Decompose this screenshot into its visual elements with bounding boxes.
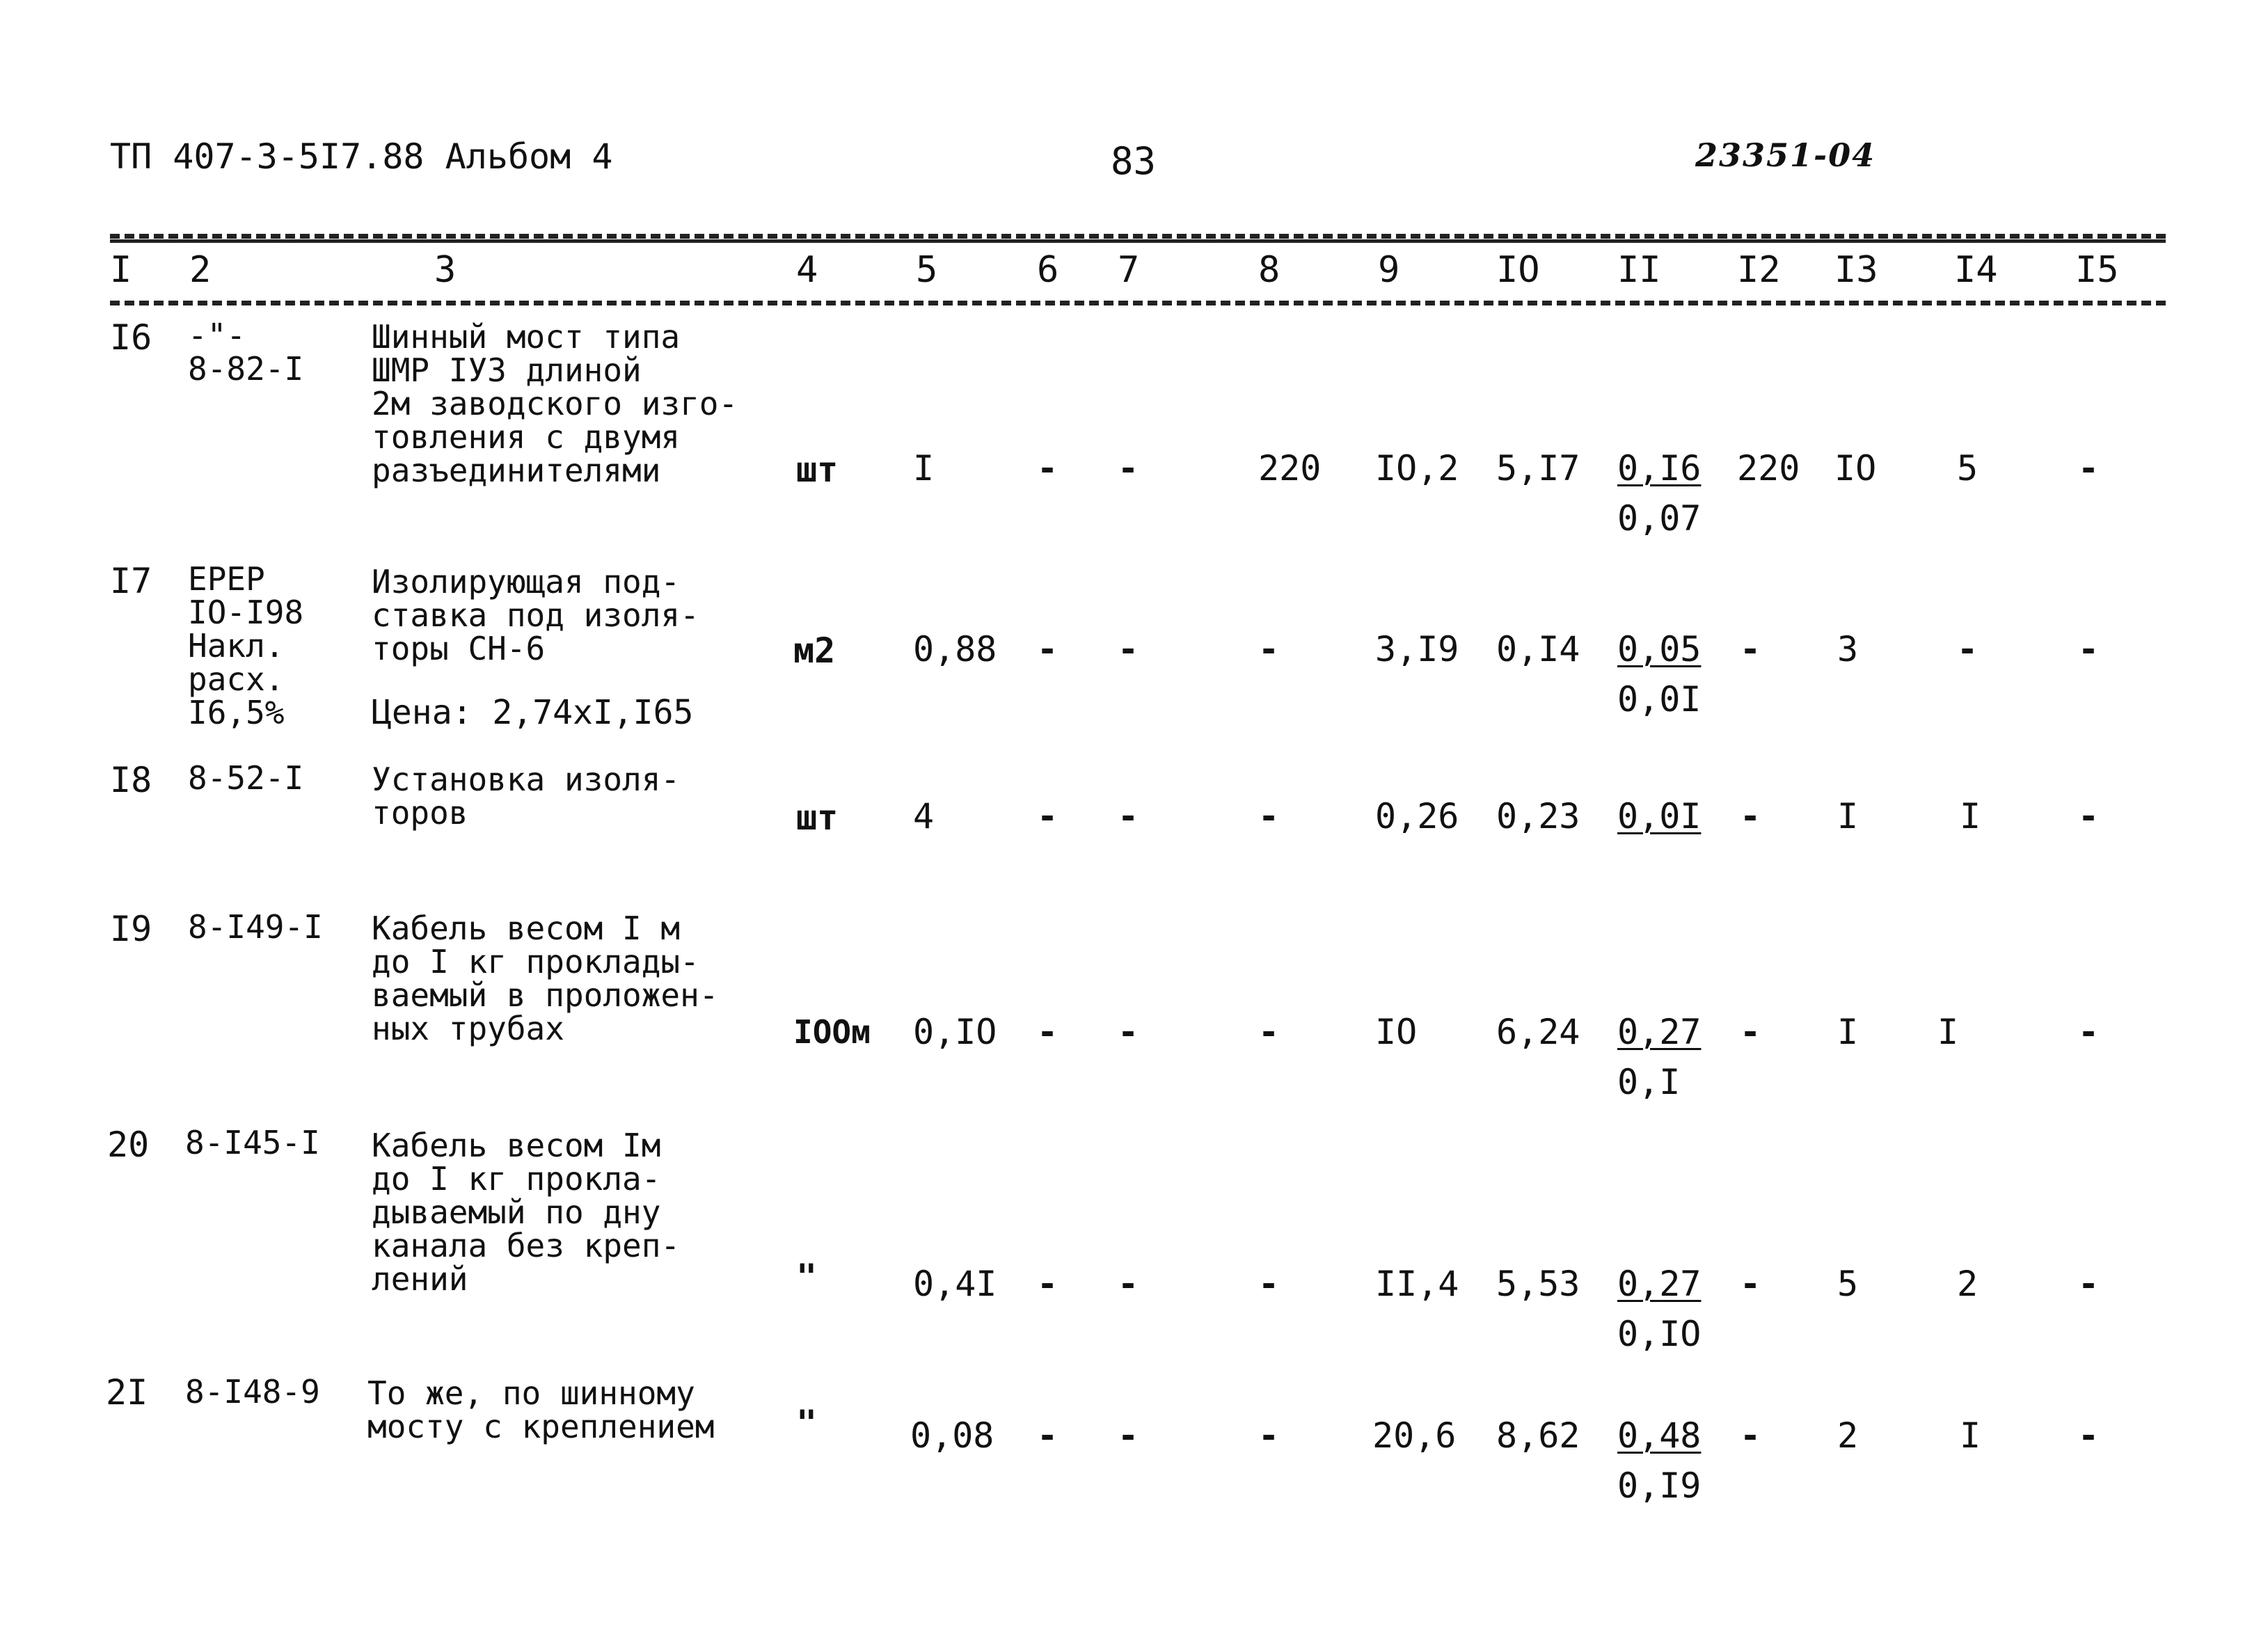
- col11-top-value: 0,0I: [1617, 796, 1702, 836]
- col-header-10: IO: [1496, 249, 1540, 291]
- col7-value: -: [1118, 1264, 1139, 1304]
- col8-value: -: [1258, 796, 1280, 836]
- quantity: 0,4I: [913, 1264, 997, 1304]
- col13-value: 2: [1837, 1415, 1859, 1456]
- col-header-3: 3: [434, 249, 457, 291]
- quantity: 4: [913, 796, 935, 836]
- col15-value: -: [2078, 1012, 2100, 1052]
- col-header-2: 2: [189, 249, 212, 291]
- row-number: I8: [110, 760, 152, 800]
- col7-value: -: [1118, 1415, 1139, 1456]
- col8-value: -: [1258, 629, 1280, 669]
- col12-value: -: [1740, 1012, 1761, 1052]
- quantity: 0,88: [913, 629, 997, 669]
- col-header-5: 5: [916, 249, 938, 291]
- col6-value: -: [1037, 1264, 1058, 1304]
- price-code: 8-I45-I: [185, 1124, 320, 1161]
- row-number: 2I: [106, 1372, 148, 1413]
- col10-value: 5,53: [1496, 1264, 1580, 1304]
- col14-value: I: [1937, 1012, 1959, 1052]
- col-header-6: 6: [1037, 249, 1059, 291]
- table-top-rule: [110, 234, 2166, 239]
- unit: ": [796, 1257, 818, 1297]
- col9-value: 20,6: [1372, 1415, 1457, 1456]
- col6-value: -: [1037, 629, 1058, 669]
- col11-top-value: 0,27: [1617, 1264, 1702, 1304]
- col11-bottom-value: 0,IO: [1617, 1314, 1702, 1354]
- col-header-8: 8: [1258, 249, 1280, 291]
- col-header-4: 4: [796, 249, 818, 291]
- col10-value: 0,I4: [1496, 629, 1580, 669]
- price-code: -"- 8-82-I: [188, 317, 304, 388]
- col7-value: -: [1118, 629, 1139, 669]
- col11-top-value: 0,48: [1617, 1415, 1702, 1456]
- col7-value: -: [1118, 1012, 1139, 1052]
- work-description: Кабель весом I м до I кг проклады- ваемый в проложен- ных трубах: [372, 910, 719, 1047]
- col10-value: 5,I7: [1496, 448, 1580, 489]
- col9-value: II,4: [1375, 1264, 1459, 1304]
- col11-bottom-value: 0,0I: [1617, 679, 1702, 720]
- col11-bottom-value: 0,I9: [1617, 1466, 1702, 1506]
- col6-value: -: [1037, 1415, 1058, 1456]
- work-description: Изолирующая под- ставка под изоля- торы СН-6: [372, 563, 699, 667]
- col11-top-value: 0,27: [1617, 1012, 1702, 1052]
- quantity: 0,08: [910, 1415, 994, 1456]
- col14-value: 5: [1957, 448, 1978, 489]
- col-header-1: I: [110, 249, 132, 291]
- table-top-rule-solid: [110, 239, 2166, 243]
- unit: IOOм: [793, 1013, 871, 1051]
- row-number: I6: [110, 317, 152, 358]
- work-description: Кабель весом Iм до I кг прокла- дываемый по дну канала без креп- лений: [372, 1127, 681, 1298]
- col14-value: -: [1957, 629, 1978, 669]
- col6-value: -: [1037, 448, 1058, 489]
- unit: шт: [796, 797, 839, 838]
- col11-top-value: 0,I6: [1617, 448, 1702, 489]
- col-header-11: II: [1617, 249, 1661, 291]
- col12-value: -: [1740, 1415, 1761, 1456]
- col12-value: 220: [1737, 448, 1800, 489]
- col12-value: -: [1740, 796, 1761, 836]
- col11-top-value: 0,05: [1617, 629, 1702, 669]
- quantity: I: [913, 448, 935, 489]
- col13-value: 5: [1837, 1264, 1859, 1304]
- col9-value: 3,I9: [1375, 629, 1459, 669]
- row-number: I9: [110, 909, 152, 949]
- table-header-rule: [110, 301, 2166, 305]
- page-number: 83: [1111, 139, 1157, 183]
- quantity: 0,IO: [913, 1012, 997, 1052]
- col15-value: -: [2078, 448, 2100, 489]
- document-reference: ТП 407-3-5I7.88 Альбом 4: [110, 136, 613, 177]
- unit: ": [796, 1403, 818, 1443]
- col9-value: IO: [1375, 1012, 1418, 1052]
- col13-value: I: [1837, 796, 1859, 836]
- col8-value: -: [1258, 1012, 1280, 1052]
- price-code: 8-I48-9: [185, 1373, 320, 1411]
- col7-value: -: [1118, 448, 1139, 489]
- unit: м2: [793, 630, 836, 671]
- col-header-14: I4: [1954, 249, 1998, 291]
- col-header-9: 9: [1378, 249, 1400, 291]
- price-code: 8-52-I: [188, 759, 304, 797]
- col10-value: 8,62: [1496, 1415, 1580, 1456]
- col8-value: -: [1258, 1264, 1280, 1304]
- col10-value: 6,24: [1496, 1012, 1580, 1052]
- col12-value: -: [1740, 1264, 1761, 1304]
- col11-bottom-value: 0,I: [1617, 1062, 1681, 1102]
- col15-value: -: [2078, 1415, 2100, 1456]
- col-header-7: 7: [1118, 249, 1140, 291]
- work-description: Установка изоля- торов: [372, 761, 681, 832]
- col15-value: -: [2078, 1264, 2100, 1304]
- price-code: ЕРЕР IO-I98 Накл. расх. I6,5%: [188, 560, 304, 731]
- col14-value: I: [1960, 796, 1981, 836]
- price-code: 8-I49-I: [188, 908, 323, 946]
- col8-value: -: [1258, 1415, 1280, 1456]
- work-description: Шинный мост типа ШМР IУЗ длиной 2м заводского изго- товления с двумя разъединителями: [372, 318, 738, 489]
- col9-value: 0,26: [1375, 796, 1459, 836]
- price-note: Цена: 2,74хI,I65: [372, 693, 694, 732]
- row-number: I7: [110, 561, 152, 601]
- work-description: То же, по шинному мосту с креплением: [367, 1374, 715, 1445]
- col6-value: -: [1037, 796, 1058, 836]
- col13-value: I: [1837, 1012, 1859, 1052]
- col6-value: -: [1037, 1012, 1058, 1052]
- unit: шт: [796, 450, 839, 490]
- col13-value: IO: [1834, 448, 1877, 489]
- col9-value: IO,2: [1375, 448, 1459, 489]
- col7-value: -: [1118, 796, 1139, 836]
- col-header-13: I3: [1834, 249, 1878, 291]
- col-header-12: I2: [1737, 249, 1781, 291]
- col14-value: I: [1960, 1415, 1981, 1456]
- col15-value: -: [2078, 629, 2100, 669]
- col13-value: 3: [1837, 629, 1859, 669]
- col12-value: -: [1740, 629, 1761, 669]
- row-number: 20: [107, 1125, 150, 1165]
- col14-value: 2: [1957, 1264, 1978, 1304]
- col11-bottom-value: 0,07: [1617, 498, 1702, 539]
- col8-value: 220: [1258, 448, 1322, 489]
- col15-value: -: [2078, 796, 2100, 836]
- col-header-15: I5: [2075, 249, 2119, 291]
- col10-value: 0,23: [1496, 796, 1580, 836]
- handwritten-stamp: 23351-04: [1695, 136, 1876, 174]
